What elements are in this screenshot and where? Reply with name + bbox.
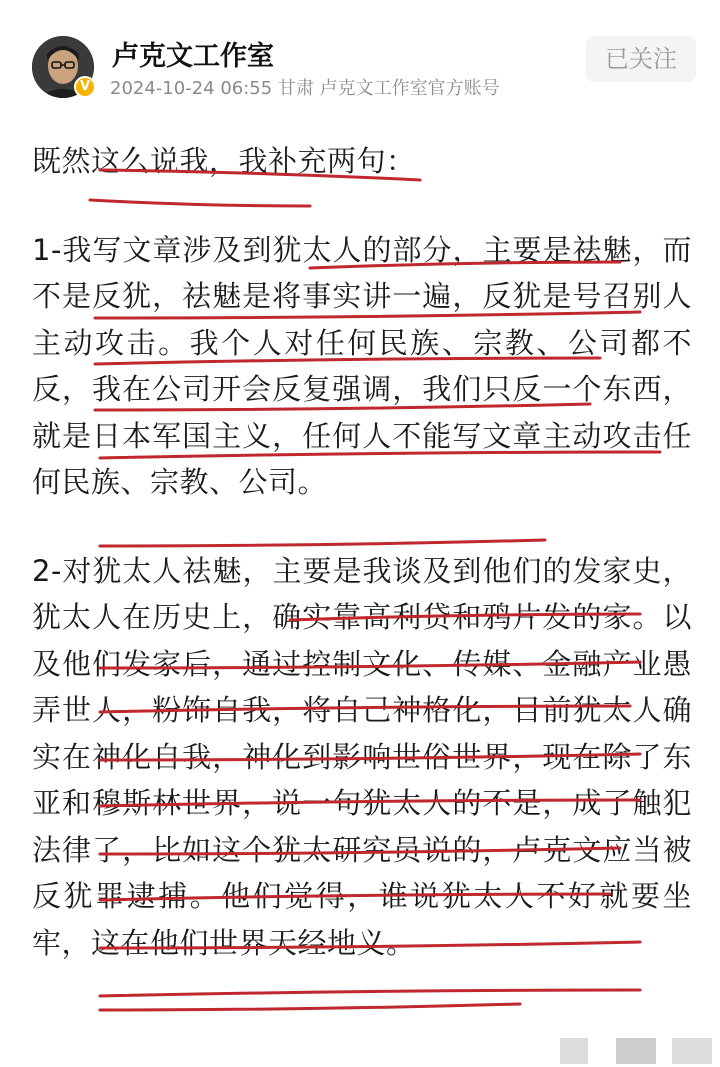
post-paragraph-1: 1-我写文章涉及到犹太人的部分，主要是祛魅，而不是反犹，祛魅是将事实讲一遍，反犹是号召别人主动攻击。我个人对任何民族、宗教、公司都不反，我在公司开会反复强调，我们只反一个东西，就是日本军国主义，任何人不能写文章主动攻击任何民族、宗教、公司。 <box>32 232 692 499</box>
pager-dot <box>616 1038 656 1064</box>
pager-dot <box>560 1038 588 1064</box>
follow-button[interactable]: 已关注 <box>586 36 696 82</box>
account-name[interactable]: 卢克文工作室 <box>112 41 274 72</box>
pager-dot <box>672 1038 712 1064</box>
image-pager <box>560 1038 720 1064</box>
post-header <box>0 0 720 110</box>
underline-stroke <box>100 1004 520 1010</box>
post-paragraph-intro: 既然这么说我，我补充两句： <box>32 144 416 178</box>
post-meta: 2024-10-24 06:55 甘肃 卢克文工作室官方账号 <box>110 78 500 99</box>
post-body <box>32 138 692 966</box>
verified-badge-icon: V <box>74 76 96 98</box>
post-paragraph-2: 2-对犹太人祛魅，主要是我谈及到他们的发家史，犹太人在历史上，确实靠高利贷和鸦片发的家。以及他们发家后，通过控制文化、传媒、金融产业愚弄世人，粉饰自我，将自己神格化，目前犹太人确实在神化自我，神化到影响世俗世界，现在除了东亚和穆斯林世界，说一句犹太人的不是，成了触犯法律了，比如这个犹太研究员说的，卢克文应当被反犹罪逮捕。他们觉得，谁说犹太人不好就要坐牢，这在他们世界天经地义。 <box>32 553 692 960</box>
underline-stroke <box>100 990 640 996</box>
